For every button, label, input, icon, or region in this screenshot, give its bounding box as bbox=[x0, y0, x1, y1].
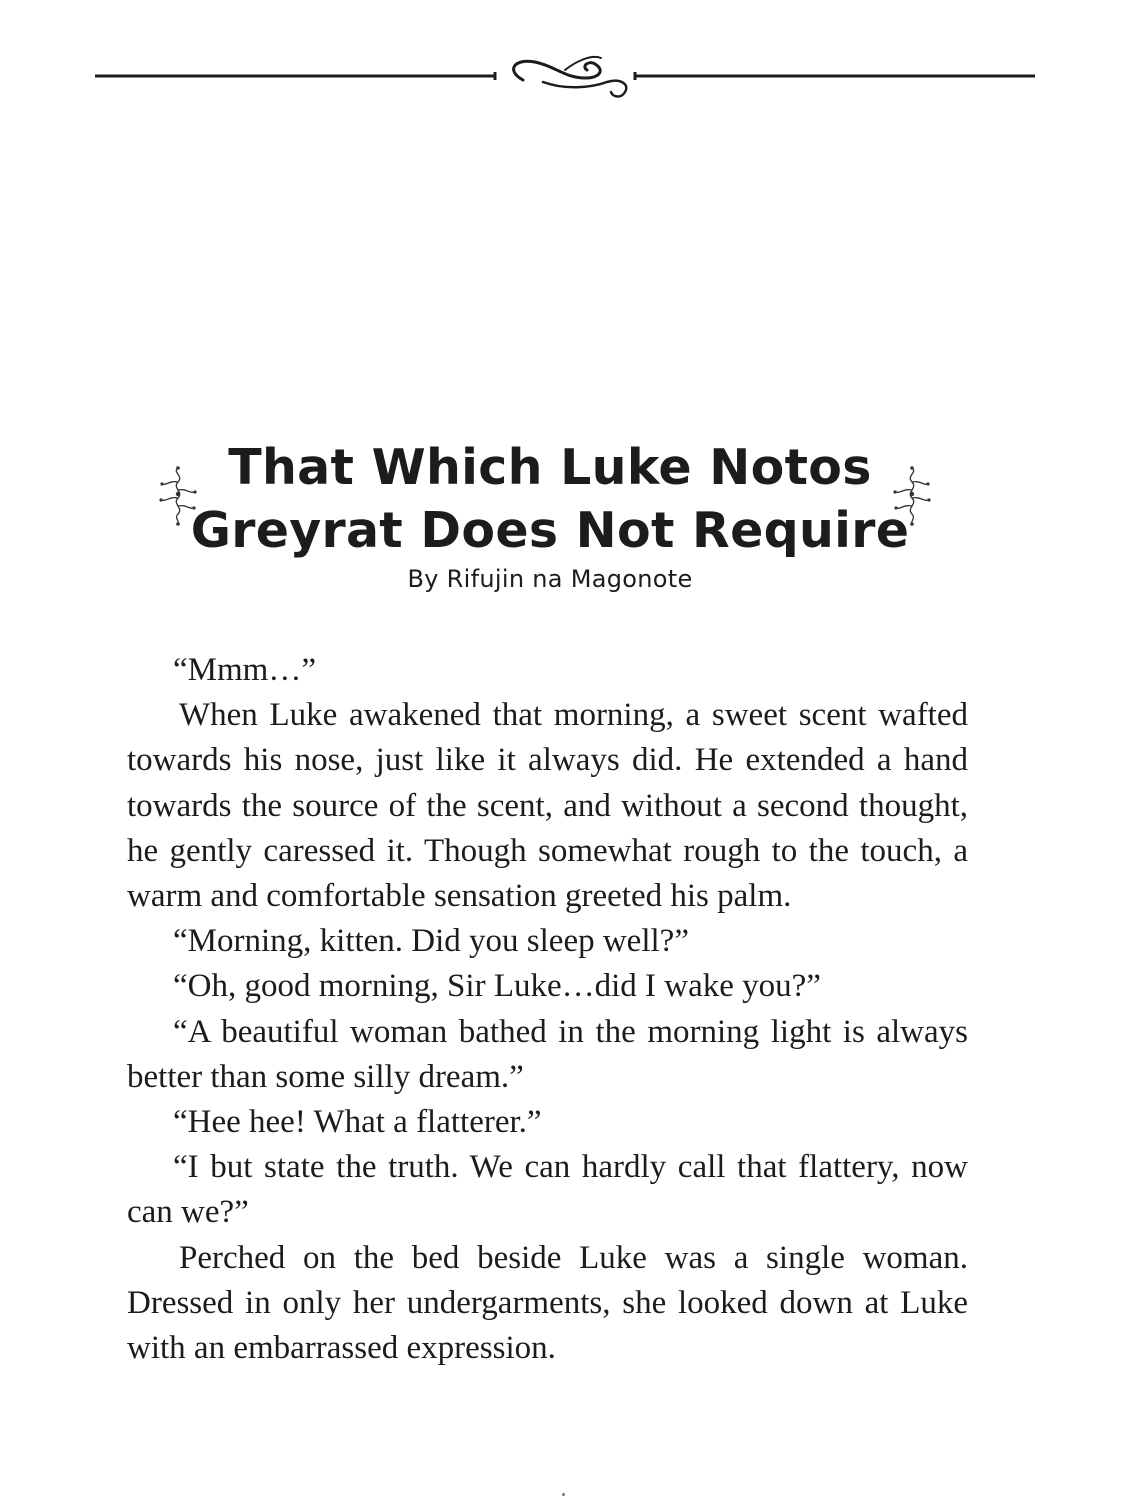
scroll-divider-ornament-icon bbox=[95, 48, 1035, 108]
paragraph-narrative: Perched on the bed beside Luke was a single woman. Dressed in only her undergarments, she looked down at Luke with an embarrassed expression. bbox=[127, 1239, 968, 1367]
paragraph-dialogue: “A beautiful woman bathed in the morning light is always better than some silly dream.” bbox=[127, 1013, 968, 1095]
page-footer-mark bbox=[562, 1493, 565, 1496]
author-byline: By Rifujin na Magonote bbox=[407, 565, 693, 593]
paragraph-dialogue: “Oh, good morning, Sir Luke…did I wake you?” bbox=[173, 968, 821, 1005]
paragraph-dialogue: “Mmm…” bbox=[173, 652, 316, 688]
paragraph-dialogue: “Morning, kitten. Did you sleep well?” bbox=[173, 923, 689, 960]
chapter-title-line-2: Greyrat Does Not Require bbox=[190, 502, 910, 559]
title-block bbox=[150, 436, 950, 594]
story-body bbox=[127, 648, 968, 1371]
chapter-title-line-1: That Which Luke Notos bbox=[228, 439, 872, 496]
paragraph-dialogue: “Hee hee! What a flatterer.” bbox=[173, 1104, 542, 1141]
paragraph-dialogue: “I but state the truth. We can hardly call that flattery, now can we?” bbox=[127, 1149, 968, 1231]
chapter-title bbox=[150, 436, 950, 562]
paragraph-narrative: When Luke awakened that morning, a sweet scent wafted towards his nose, just like it always did. He extended a hand towards the source of the scent, and without a second thought, he gently caressed it. Though somewhat rough to the touch, a warm and comfortable sensation greeted his palm. bbox=[127, 697, 968, 915]
